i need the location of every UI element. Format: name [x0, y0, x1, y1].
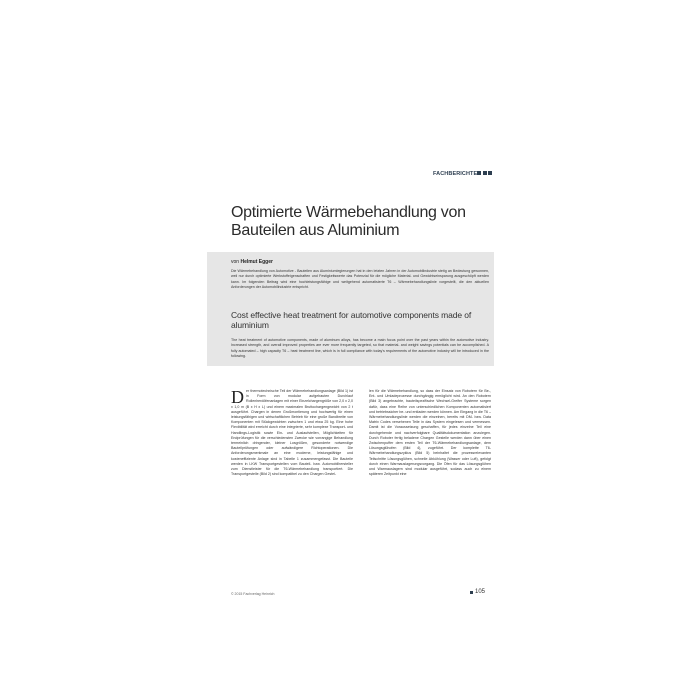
section-squares-icon	[477, 171, 492, 175]
body-column-left	[231, 389, 353, 477]
author-name: Helmut Egger	[240, 259, 273, 265]
body-text-left: er thermotechnische Teil der Wärmebehandlungsanlage (Bild 1) ist in Form von modular aufgebauten Durchlauf Rollenherdöfenanlagen mit einer Einzelchargengröße von 2,0 x 2,0 x 1,0 m (B x H x L) und einem maximalen Bruttochargengewicht von 2 t ausgeführt. Chargen in denen Großmontierung und hochwertig für einen leistungsfähigen und wirtschaftlichen Betrieb für eine große Bandbreite von Komponenten mit Stückgewichten zwischen 1 und etwa 25 kg. Eine hohe Flexibilität wird erreicht durch eine integrierte, sehr komplexe Transport- und Handlings-Logistik sowie Ein- und Auslaufstellen, Möglichkeiten für Endprüfungen für die verschiedensten Zwecke wie vorrangige Behandlung termeinlich dringender, kleiner Losgrößen, gesonderte notwendige Bauteilprüfungen oder aufwändigere Richtoperationen. Die Anforderungsmerkmale an eine moderne, leistungsfähige und kosteneffiziente Anlage sind in Tabelle 1 zusammengefasst. Die Bauteile werden in LKW Transportgestellen vom Bauteil- bzw. Automobilhersteller zum Dienstleister für die T6-Wärmebehandlung transportiert. Die Transportgestelle (Bild 2) sind kompatibel zu den Chargen Gestel-	[231, 389, 353, 477]
abstract-english: The heat treatment of automotive components, made of aluminum alloys, has become a main focus point over the past years within the automotive industry. Increased strength, and overall improved properties are ever more frequently targeted, so that material- and weight savings potentials can be accomplished. A fully automated – high capacity T6 – heat treatment line, which is in full compliance with today's requirements of the automotive industry will be introduced in the following.	[231, 338, 489, 358]
footer-copyright: © 2015 Fachverlag Heinrich	[231, 592, 275, 596]
drop-cap: D	[231, 387, 244, 407]
body-text-right: len für die Wärmebehandlung, so dass der Einsatz von Robotern für Be-, Ent- und Umladeprozesse durchgängig ermöglicht wird. An den Robotern (Bild 3) angebrachte, bauteilspezifische Wechsel-Greifer Systeme sorgen dafür, dass eine Reihe von unterschiedlichen Komponenten automatisiert und betriebssicher be- und entladen werden können. Am Eingang in die T6 – Wärmebehandlungslinie werden die einzelnen, bereits mit DM- bzw. Data Matrix Codes versehenen Teile in das System eingelesen und vermessen. Damit ist die Voraussetzung geschaffen, für jedes einzelne Teil eine durchgehende und nachverfolgbare Qualitätsdokumentation anzulegen. Durch Roboter fertig beladene Chargen Gestelle werden dann über einen Zwischenpuffer dem ersten Teil der T6-Wärmebehandlungsanlage, dem Lösungsglühofen (Bild 4), zugeführt. Der komplette T6-Wärmebehandlungszyklus (Bild 5) beinhaltet die prozessrelevanten Teilschritte Lösungsglühen, schnelle Abkühlung (Wasser oder Luft), gefolgt durch einen Warmauslagerungsvorgang. Die Öfen für das Lösungsglühen und Warmauslagern sind modular ausgeführt, sodass auch zu einem späteren Zeitpunkt eine	[369, 389, 492, 477]
page-marker-icon	[470, 591, 473, 594]
article-title: Optimierte Wärmebehandlung von Bauteilen aus Aluminium	[231, 204, 466, 239]
author-prefix: von	[231, 259, 240, 265]
body-column-right	[369, 389, 491, 477]
author-line	[231, 259, 273, 265]
page-number-text: 105	[475, 589, 486, 595]
section-label: FACHBERICHTE	[433, 171, 478, 177]
subtitle-english: Cost effective heat treatment for automotive components made of aluminium	[231, 310, 472, 330]
page-number	[470, 589, 485, 595]
abstract-german: Die Wärmebehandlung von Automotive - Bauteilen aus Aluminiumlegierungen hat in den letzten Jahren in der Automobilindustrie stetig an Bedeutung gewonnen, weil nur durch optimierte Werkstoffeigenschaften und Festigkeitswerte das Potenzial für die mögliche Material- und Gewichtseinsparung ausgeschöpft werden kann. Im folgenden Beitrag wird eine hochleistungsfähige und weitgehend automatisierte T6 – Wärmebehandlungslinie vorgestellt, die den aktuellen Anforderungen der Automobilindustrie entspricht.	[231, 269, 489, 289]
